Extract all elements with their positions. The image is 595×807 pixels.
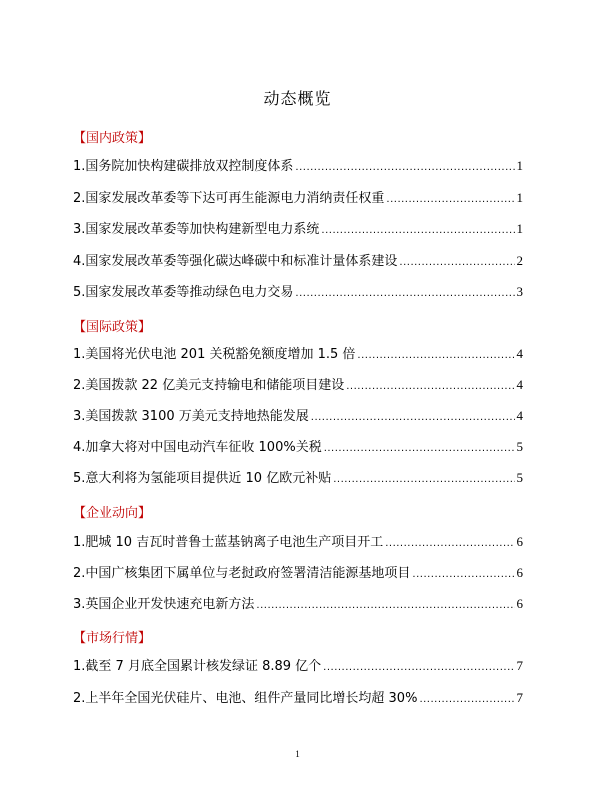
toc-entry-label: 5.国家发展改革委等推动绿色电力交易 — [73, 285, 294, 300]
toc-entry[interactable] — [73, 284, 523, 302]
toc-entry[interactable] — [73, 377, 523, 395]
toc-entry[interactable] — [73, 221, 523, 239]
dot-leader — [333, 472, 514, 488]
toc-entry-label: 4.国家发展改革委等强化碳达峰碳中和标准计量体系建设 — [73, 254, 398, 269]
toc-entry-label: 1.美国将光伏电池 201 关税豁免额度增加 1.5 倍 — [73, 347, 356, 362]
toc-entry-page: 2 — [516, 253, 523, 268]
toc-entry-page: 1 — [516, 221, 523, 236]
toc-entry[interactable] — [73, 690, 523, 708]
toc-entry-page: 1 — [516, 190, 523, 205]
toc-entry-page: 1 — [516, 158, 523, 173]
toc-entry-page: 7 — [516, 690, 523, 705]
section-heading-market-trends: 【市场行情】 — [73, 631, 152, 646]
dot-leader — [357, 348, 514, 364]
footer-page-number: 1 — [295, 749, 300, 759]
toc-entry-label: 2.国家发展改革委等下达可再生能源电力消纳责任权重 — [73, 191, 385, 206]
section-heading-enterprise-news: 【企业动向】 — [73, 506, 152, 521]
section-heading-domestic-policy: 【国内政策】 — [73, 131, 152, 146]
toc-entry-page: 4 — [516, 346, 523, 361]
dot-leader — [385, 536, 514, 552]
dot-leader — [346, 379, 514, 395]
dot-leader — [321, 223, 514, 239]
toc-entry-label: 2.中国广核集团下属单位与老挝政府签署清洁能源基地项目 — [73, 566, 411, 581]
toc-entry-label: 4.加拿大将对中国电动汽车征收 100%关税 — [73, 440, 322, 455]
dot-leader — [399, 255, 514, 271]
toc-entry[interactable] — [73, 253, 523, 271]
dot-leader — [323, 660, 514, 676]
dot-leader — [311, 410, 515, 426]
toc-entry[interactable] — [73, 190, 523, 208]
dot-leader — [295, 160, 514, 176]
toc-entry[interactable] — [73, 439, 523, 457]
toc-entry[interactable] — [73, 408, 523, 426]
toc-entry-label: 3.国家发展改革委等加快构建新型电力系统 — [73, 222, 320, 237]
toc-entry-label: 2.上半年全国光伏硅片、电池、组件产量同比增长均超 30% — [73, 691, 418, 706]
toc-entry-page: 4 — [516, 377, 523, 392]
toc-entry-page: 4 — [516, 408, 523, 423]
toc-entry[interactable] — [73, 470, 523, 488]
toc-entry-label: 3.英国企业开发快速充电新方法 — [73, 597, 255, 612]
dot-leader — [295, 286, 514, 302]
toc-entry-page: 5 — [516, 470, 523, 485]
toc-entry-page: 6 — [516, 534, 523, 549]
toc-entry[interactable] — [73, 565, 523, 583]
toc-entry-label: 3.美国拨款 3100 万美元支持地热能发展 — [73, 409, 309, 424]
toc-entry-label: 5.意大利将为氢能项目提供近 10 亿欧元补贴 — [73, 471, 332, 486]
toc-entry-page: 6 — [516, 565, 523, 580]
toc-entry[interactable] — [73, 158, 523, 176]
toc-entry-page: 3 — [516, 284, 523, 299]
section-heading-international-policy: 【国际政策】 — [73, 320, 152, 335]
toc-entry-page: 7 — [516, 658, 523, 673]
toc-entry-page: 6 — [516, 596, 523, 611]
toc-entry[interactable] — [73, 346, 523, 364]
toc-entry-label: 1.肥城 10 吉瓦时普鲁士蓝基钠离子电池生产项目开工 — [73, 535, 384, 550]
page-title: 动态概览 — [263, 89, 332, 108]
dot-leader — [386, 192, 514, 208]
dot-leader — [419, 692, 514, 708]
toc-entry[interactable] — [73, 534, 523, 552]
toc-entry-label: 2.美国拨款 22 亿美元支持输电和储能项目建设 — [73, 378, 345, 393]
toc-entry[interactable] — [73, 658, 523, 676]
dot-leader — [324, 441, 515, 457]
dot-leader — [412, 567, 514, 583]
toc-entry-page: 5 — [516, 439, 523, 454]
toc-entry-label: 1.截至 7 月底全国累计核发绿证 8.89 亿个 — [73, 659, 322, 674]
toc-entry[interactable] — [73, 596, 523, 614]
toc-entry-label: 1.国务院加快构建碳排放双控制度体系 — [73, 159, 294, 174]
dot-leader — [256, 598, 514, 614]
